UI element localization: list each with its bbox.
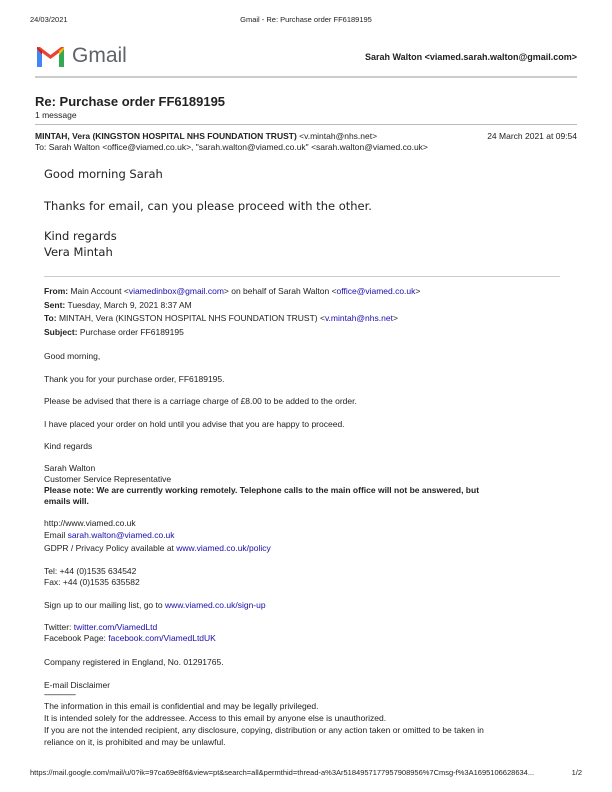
sent-label: Sent: bbox=[44, 300, 66, 310]
subject-label: Subject: bbox=[44, 327, 78, 337]
fax: Fax: +44 (0)1535 635582 bbox=[44, 577, 140, 587]
facebook-link[interactable]: facebook.com/ViamedLtdUK bbox=[108, 633, 216, 643]
from-text-end: > bbox=[415, 286, 421, 296]
tel: Tel: +44 (0)1535 634542 bbox=[44, 566, 137, 576]
account-name: Sarah Walton <viamed.sarah.walton@gmail.com> bbox=[364, 52, 577, 62]
mailing-line bbox=[44, 600, 266, 610]
page-number: 1/2 bbox=[571, 768, 582, 777]
q-regards: Kind regards bbox=[44, 441, 93, 451]
disclaimer-3: If you are not the intended recipient, any disclosure, copying, distribution or any action taken or omitted to be taken in bbox=[44, 725, 484, 735]
message-count: 1 message bbox=[35, 110, 77, 120]
signup-link[interactable]: www.viamed.co.uk/sign-up bbox=[164, 600, 266, 610]
q-greeting: Good morning, bbox=[44, 351, 101, 361]
quoted-from bbox=[44, 286, 420, 296]
gdpr-line bbox=[44, 543, 271, 553]
gmail-m-icon bbox=[35, 45, 66, 69]
sender-name: Vera Mintah bbox=[44, 245, 113, 259]
to-text: MINTAH, Vera (KINGSTON HOSPITAL NHS FOUNDATION TRUST) < bbox=[56, 313, 325, 323]
sig-email bbox=[44, 530, 175, 540]
from-text-mid: > on behalf of Sarah Walton < bbox=[223, 286, 337, 296]
quoted-subject bbox=[44, 327, 184, 337]
inbox-link[interactable]: viamedinbox@gmail.com bbox=[128, 286, 224, 296]
twitter-link[interactable]: twitter.com/ViamedLtd bbox=[73, 622, 158, 632]
from-email: <v.mintah@nhs.net> bbox=[296, 131, 378, 141]
office-link[interactable]: office@viamed.co.uk bbox=[336, 286, 416, 296]
q-carriage: Please be advised that there is a carriage charge of £8.00 to be added to the order. bbox=[44, 396, 357, 406]
remote-notice: Please note: We are currently working remotely. Telephone calls to the main office will not be answered, but bbox=[44, 485, 480, 495]
q-thanks: Thank you for your purchase order, FF6189195. bbox=[44, 374, 225, 384]
greeting: Good morning Sarah bbox=[44, 167, 163, 181]
print-title: Gmail - Re: Purchase order FF6189195 bbox=[240, 15, 372, 24]
quoted-to bbox=[44, 313, 398, 323]
print-url: https://mail.google.com/mail/u/0?ik=97ca69e8f6&view=pt&search=all&permthid=thread-a%3Ar5184957177957908956%7Cmsg-f%3A1695106628634... bbox=[30, 768, 535, 777]
quoted-sent bbox=[44, 300, 192, 310]
gdpr-text: GDPR / Privacy Policy available at bbox=[44, 543, 177, 553]
company-reg: Company registered in England, No. 01291765. bbox=[44, 657, 224, 667]
facebook-label: Facebook Page: bbox=[44, 633, 109, 643]
sig-name: Sarah Walton bbox=[44, 463, 96, 473]
message-to: To: Sarah Walton <office@viamed.co.uk>, "sarah.walton@viamed.co.uk" <sarah.walton@viamed.co.uk> bbox=[35, 142, 428, 152]
email-link[interactable]: sarah.walton@viamed.co.uk bbox=[67, 530, 175, 540]
sig-title: Customer Service Representative bbox=[44, 474, 172, 484]
sign-off: Kind regards bbox=[44, 229, 117, 243]
message-date: 24 March 2021 at 09:54 bbox=[487, 131, 577, 141]
mailing-text: Sign up to our mailing list, go to bbox=[44, 600, 165, 610]
disclaimer-4: reliance on it, is prohibited and may be unlawful. bbox=[44, 737, 226, 747]
policy-link[interactable]: www.viamed.co.uk/policy bbox=[176, 543, 271, 553]
from-name: MINTAH, Vera (KINGSTON HOSPITAL NHS FOUNDATION TRUST) bbox=[35, 131, 297, 141]
twitter-line bbox=[44, 622, 157, 632]
from-label: From: bbox=[44, 286, 69, 296]
to-label: To: bbox=[44, 313, 57, 323]
facebook-line bbox=[44, 633, 216, 643]
to-text-end: > bbox=[392, 313, 398, 323]
thread-subject: Re: Purchase order FF6189195 bbox=[35, 94, 226, 109]
nhs-link[interactable]: v.mintah@nhs.net bbox=[324, 313, 393, 323]
q-hold: I have placed your order on hold until you advise that you are happy to proceed. bbox=[44, 419, 345, 429]
print-date: 24/03/2021 bbox=[30, 15, 68, 24]
website-link[interactable]: http://www.viamed.co.uk bbox=[44, 518, 136, 528]
remote-notice-2: emails will. bbox=[44, 496, 89, 506]
disclaimer-1: The information in this email is confidential and may be legally privileged. bbox=[44, 701, 319, 711]
disclaimer-2: It is intended solely for the addressee. Access to this email by anyone else is unauthorized. bbox=[44, 713, 387, 723]
message-from bbox=[35, 131, 377, 141]
quote-divider bbox=[44, 276, 560, 277]
from-text: Main Account < bbox=[68, 286, 129, 296]
logo-text: Gmail bbox=[72, 44, 127, 67]
subject-text: Purchase order FF6189195 bbox=[77, 327, 184, 337]
disclaimer-rule: ----------------- bbox=[44, 689, 76, 699]
body-text: Thanks for email, can you please proceed with the other. bbox=[44, 199, 372, 213]
twitter-label: Twitter: bbox=[44, 622, 74, 632]
email-label: Email bbox=[44, 530, 68, 540]
disclaimer-title: E-mail Disclaimer bbox=[44, 680, 111, 690]
sent-text: Tuesday, March 9, 2021 8:37 AM bbox=[65, 300, 192, 310]
header-divider bbox=[35, 76, 577, 78]
subject-divider bbox=[35, 124, 577, 125]
gmail-logo bbox=[35, 44, 135, 70]
